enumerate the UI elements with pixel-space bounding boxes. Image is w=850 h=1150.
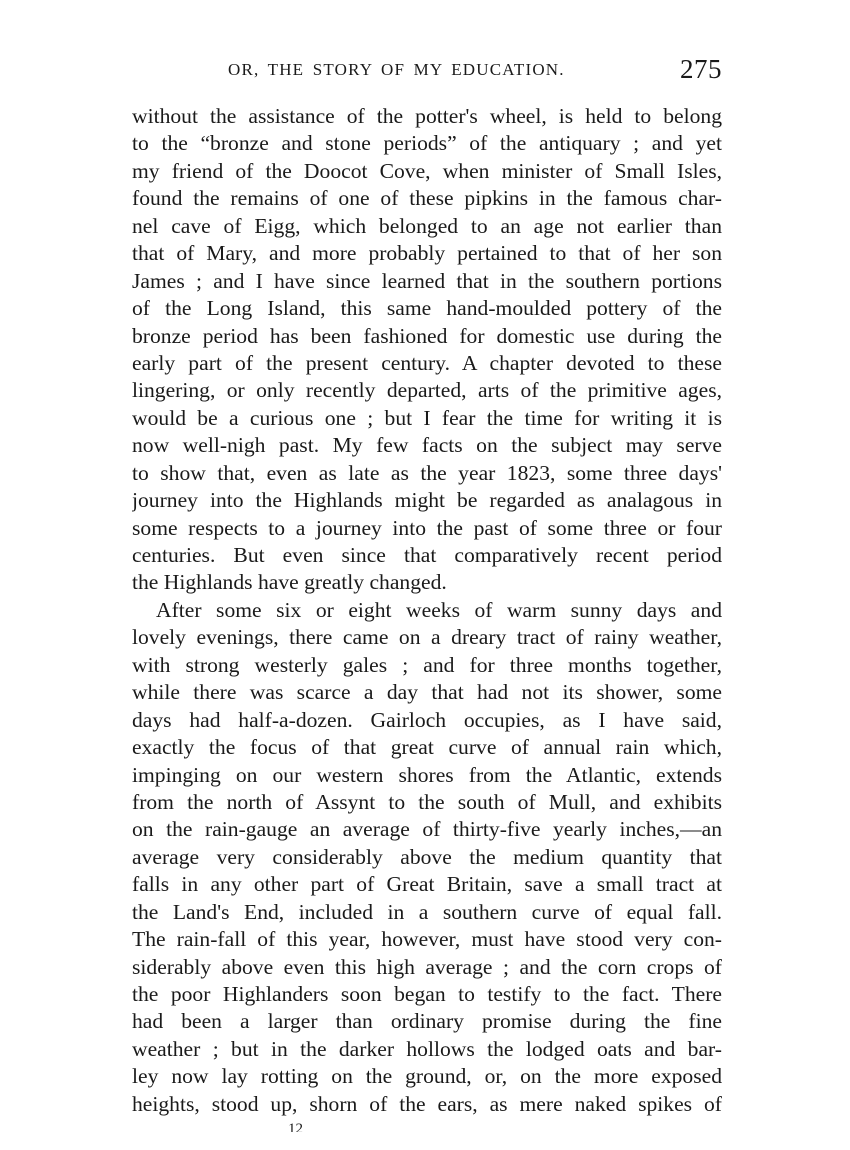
text-line: bronze period has been fashioned for domestic use during the: [132, 323, 722, 348]
running-title: OR, THE STORY OF MY EDUCATION.: [228, 60, 565, 79]
text-line: heights, stood up, shorn of the ears, as mere naked spikes of: [132, 1091, 722, 1116]
paragraph-first-line: After some six or eight weeks of warm sunny days and: [156, 597, 722, 622]
text-line: average very considerably above the medium quantity that: [132, 844, 722, 869]
text-line: the poor Highlanders soon began to testify to the fact. There: [132, 982, 722, 1006]
text-line: of the Long Island, this same hand-moulded pottery of the: [132, 296, 722, 321]
text-line: ley now lay rotting on the ground, or, on the more exposed: [132, 1064, 722, 1089]
text-line: the Highlands have greatly changed.: [132, 570, 447, 595]
text-line: lovely evenings, there came on a dreary tract of rainy weather,: [132, 625, 722, 650]
text-line: lingering, or only recently departed, arts of the primitive ages,: [132, 378, 722, 403]
text-line: The rain-fall of this year, however, must have stood very con-: [132, 927, 722, 952]
text-line: while there was scarce a day that had not its shower, some: [132, 680, 722, 705]
text-line: siderably above even this high average ; and the corn crops of: [132, 954, 722, 979]
text-line: early part of the present century. A chapter devoted to these: [132, 350, 722, 375]
text-line: days had half-a-dozen. Gairloch occupies, as I have said,: [132, 707, 722, 732]
text-line: to show that, even as late as the year 1823, some three days': [132, 460, 722, 485]
text-line: found the remains of one of these pipkins in the famous char-: [132, 186, 722, 211]
text-line: my friend of the Doocot Cove, when minister of Small Isles,: [132, 158, 722, 183]
text-line: would be a curious one ; but I fear the time for writing it is: [132, 405, 722, 430]
text-line: on the rain-gauge an average of thirty-five yearly inches,—an: [132, 817, 722, 842]
page-number: 275: [680, 54, 722, 84]
text-line: nel cave of Eigg, which belonged to an age not earlier than: [132, 213, 722, 238]
text-line: without the assistance of the potter's wheel, is held to belong: [132, 104, 722, 128]
text-line: now well-nigh past. My few facts on the subject may serve: [132, 433, 722, 458]
text-line: from the north of Assynt to the south of Mull, and exhibits: [132, 789, 722, 814]
text-line: the Land's End, included in a southern curve of equal fall.: [132, 899, 722, 924]
body-text: [132, 103, 722, 1118]
text-line: weather ; but in the darker hollows the lodged oats and bar-: [132, 1036, 722, 1061]
text-line: falls in any other part of Great Britain, save a small tract at: [132, 872, 722, 897]
signature-mark: 12: [288, 1121, 303, 1132]
text-line: journey into the Highlands might be regarded as analagous in: [132, 488, 722, 513]
text-line: James ; and I have since learned that in the southern portions: [132, 268, 722, 293]
text-line: some respects to a journey into the past of some three or four: [132, 515, 722, 540]
text-line: with strong westerly gales ; and for three months together,: [132, 652, 722, 677]
text-line: that of Mary, and more probably pertained to that of her son: [132, 241, 722, 266]
text-line: exactly the focus of that great curve of annual rain which,: [132, 735, 722, 760]
text-line: to the “bronze and stone periods” of the antiquary ; and yet: [132, 131, 722, 156]
running-head: [132, 54, 722, 88]
text-line: centuries. But even since that comparatively recent period: [132, 543, 722, 567]
text-line: had been a larger than ordinary promise during the fine: [132, 1009, 722, 1034]
text-line: impinging on our western shores from the Atlantic, extends: [132, 762, 722, 787]
